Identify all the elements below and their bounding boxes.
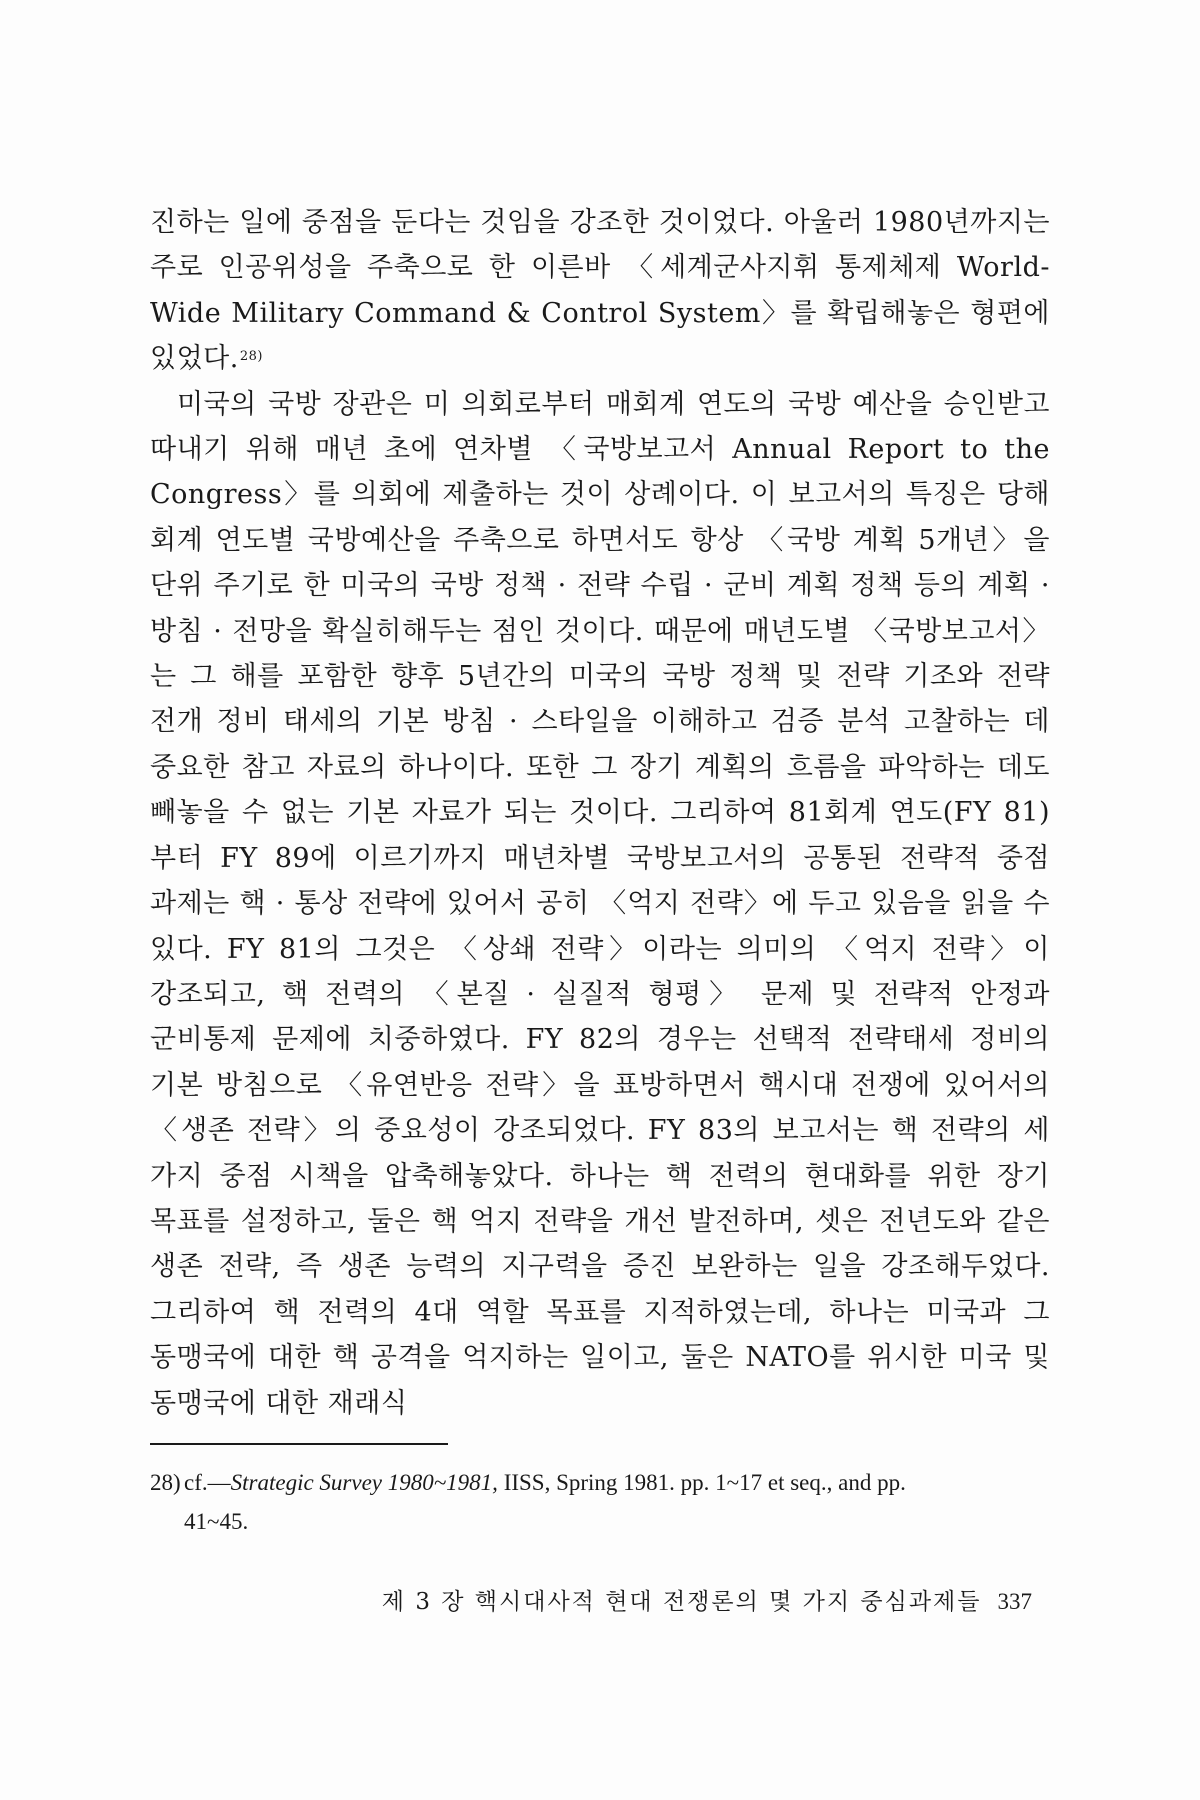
footnote-source-detail: IISS, Spring 1981. pp. 1~17 et seq., and pp.	[497, 1470, 906, 1495]
paragraph-1-text: 진하는 일에 중점을 둔다는 것임을 강조한 것이었다. 아울러 1980년까지는 주로 인공위성을 주축으로 한 이른바 〈세계군사지휘 통제체제 World-Wide Military Command & Control System〉를 확립해놓은 형편에 있었다.	[150, 207, 1050, 375]
footnote-line-2: 41~45.	[184, 1509, 249, 1534]
page-number: 337	[997, 1589, 1032, 1614]
chapter-title: 제 3 장 핵시대사적 현대 전쟁론의 몇 가지 중심과제들	[381, 1589, 982, 1615]
footnote-line-1	[150, 1463, 1050, 1502]
body-text	[150, 200, 1050, 1426]
footnote-reference: 28)	[239, 349, 263, 365]
footnote-divider	[150, 1443, 448, 1445]
footnote-number: 28)	[150, 1470, 181, 1495]
footnote-source-title: Strategic Survey 1980~1981,	[230, 1470, 498, 1495]
footnote-28	[150, 1463, 1050, 1541]
paragraph-1	[150, 200, 1050, 382]
footnote-prefix: cf.—	[184, 1470, 231, 1495]
running-footer	[382, 1583, 1032, 1616]
paragraph-2: 미국의 국방 장관은 미 의회로부터 매회계 연도의 국방 예산을 승인받고 따내기 위해 매년 초에 연차별 〈국방보고서 Annual Report to the Congress〉를 의회에 제출하는 것이 상례이다. 이 보고서의 특징은 당해 회계 연도별 국방예산을 주축으로 하면서도 항상 〈국방 계획 5개년〉을 단위 주기로 한 미국의 국방 정책 · 전략 수립 · 군비 계획 정책 등의 계획 · 방침 · 전망을 확실히해두는 점인 것이다. 때문에 매년도별 〈국방보고서〉는 그 해를 포함한 향후 5년간의 미국의 국방 정책 및 전략 기조와 전략 전개 정비 태세의 기본 방침 · 스타일을 이해하고 검증 분석 고찰하는 데 중요한 참고 자료의 하나이다. 또한 그 장기 계획의 흐름을 파악하는 데도 빼놓을 수 없는 기본 자료가 되는 것이다. 그리하여 81회계 연도(FY 81)부터 FY 89에 이르기까지 매년차별 국방보고서의 공통된 전략적 중점 과제는 핵 · 통상 전략에 있어서 공히 〈억지 전략〉에 두고 있음을 읽을 수 있다. FY 81의 그것은 〈상쇄 전략〉이라는 의미의 〈억지 전략〉이 강조되고, 핵 전력의 〈본질 · 실질적 형평〉 문제 및 전략적 안정과 군비통제 문제에 치중하였다. FY 82의 경우는 선택적 전략태세 정비의 기본 방침으로 〈유연반응 전략〉을 표방하면서 핵시대 전쟁에 있어서의 〈생존 전략〉의 중요성이 강조되었다. FY 83의 보고서는 핵 전략의 세 가지 중점 시책을 압축해놓았다. 하나는 핵 전력의 현대화를 위한 장기 목표를 설정하고, 둘은 핵 억지 전략을 개선 발전하며, 셋은 전년도와 같은 생존 전략, 즉 생존 능력의 지구력을 증진 보완하는 일을 강조해두었다. 그리하여 핵 전력의 4대 역할 목표를 지적하였는데, 하나는 미국과 그 동맹국에 대한 핵 공격을 억지하는 일이고, 둘은 NATO를 위시한 미국 및 동맹국에 대한 재래식	[150, 388, 1050, 1419]
